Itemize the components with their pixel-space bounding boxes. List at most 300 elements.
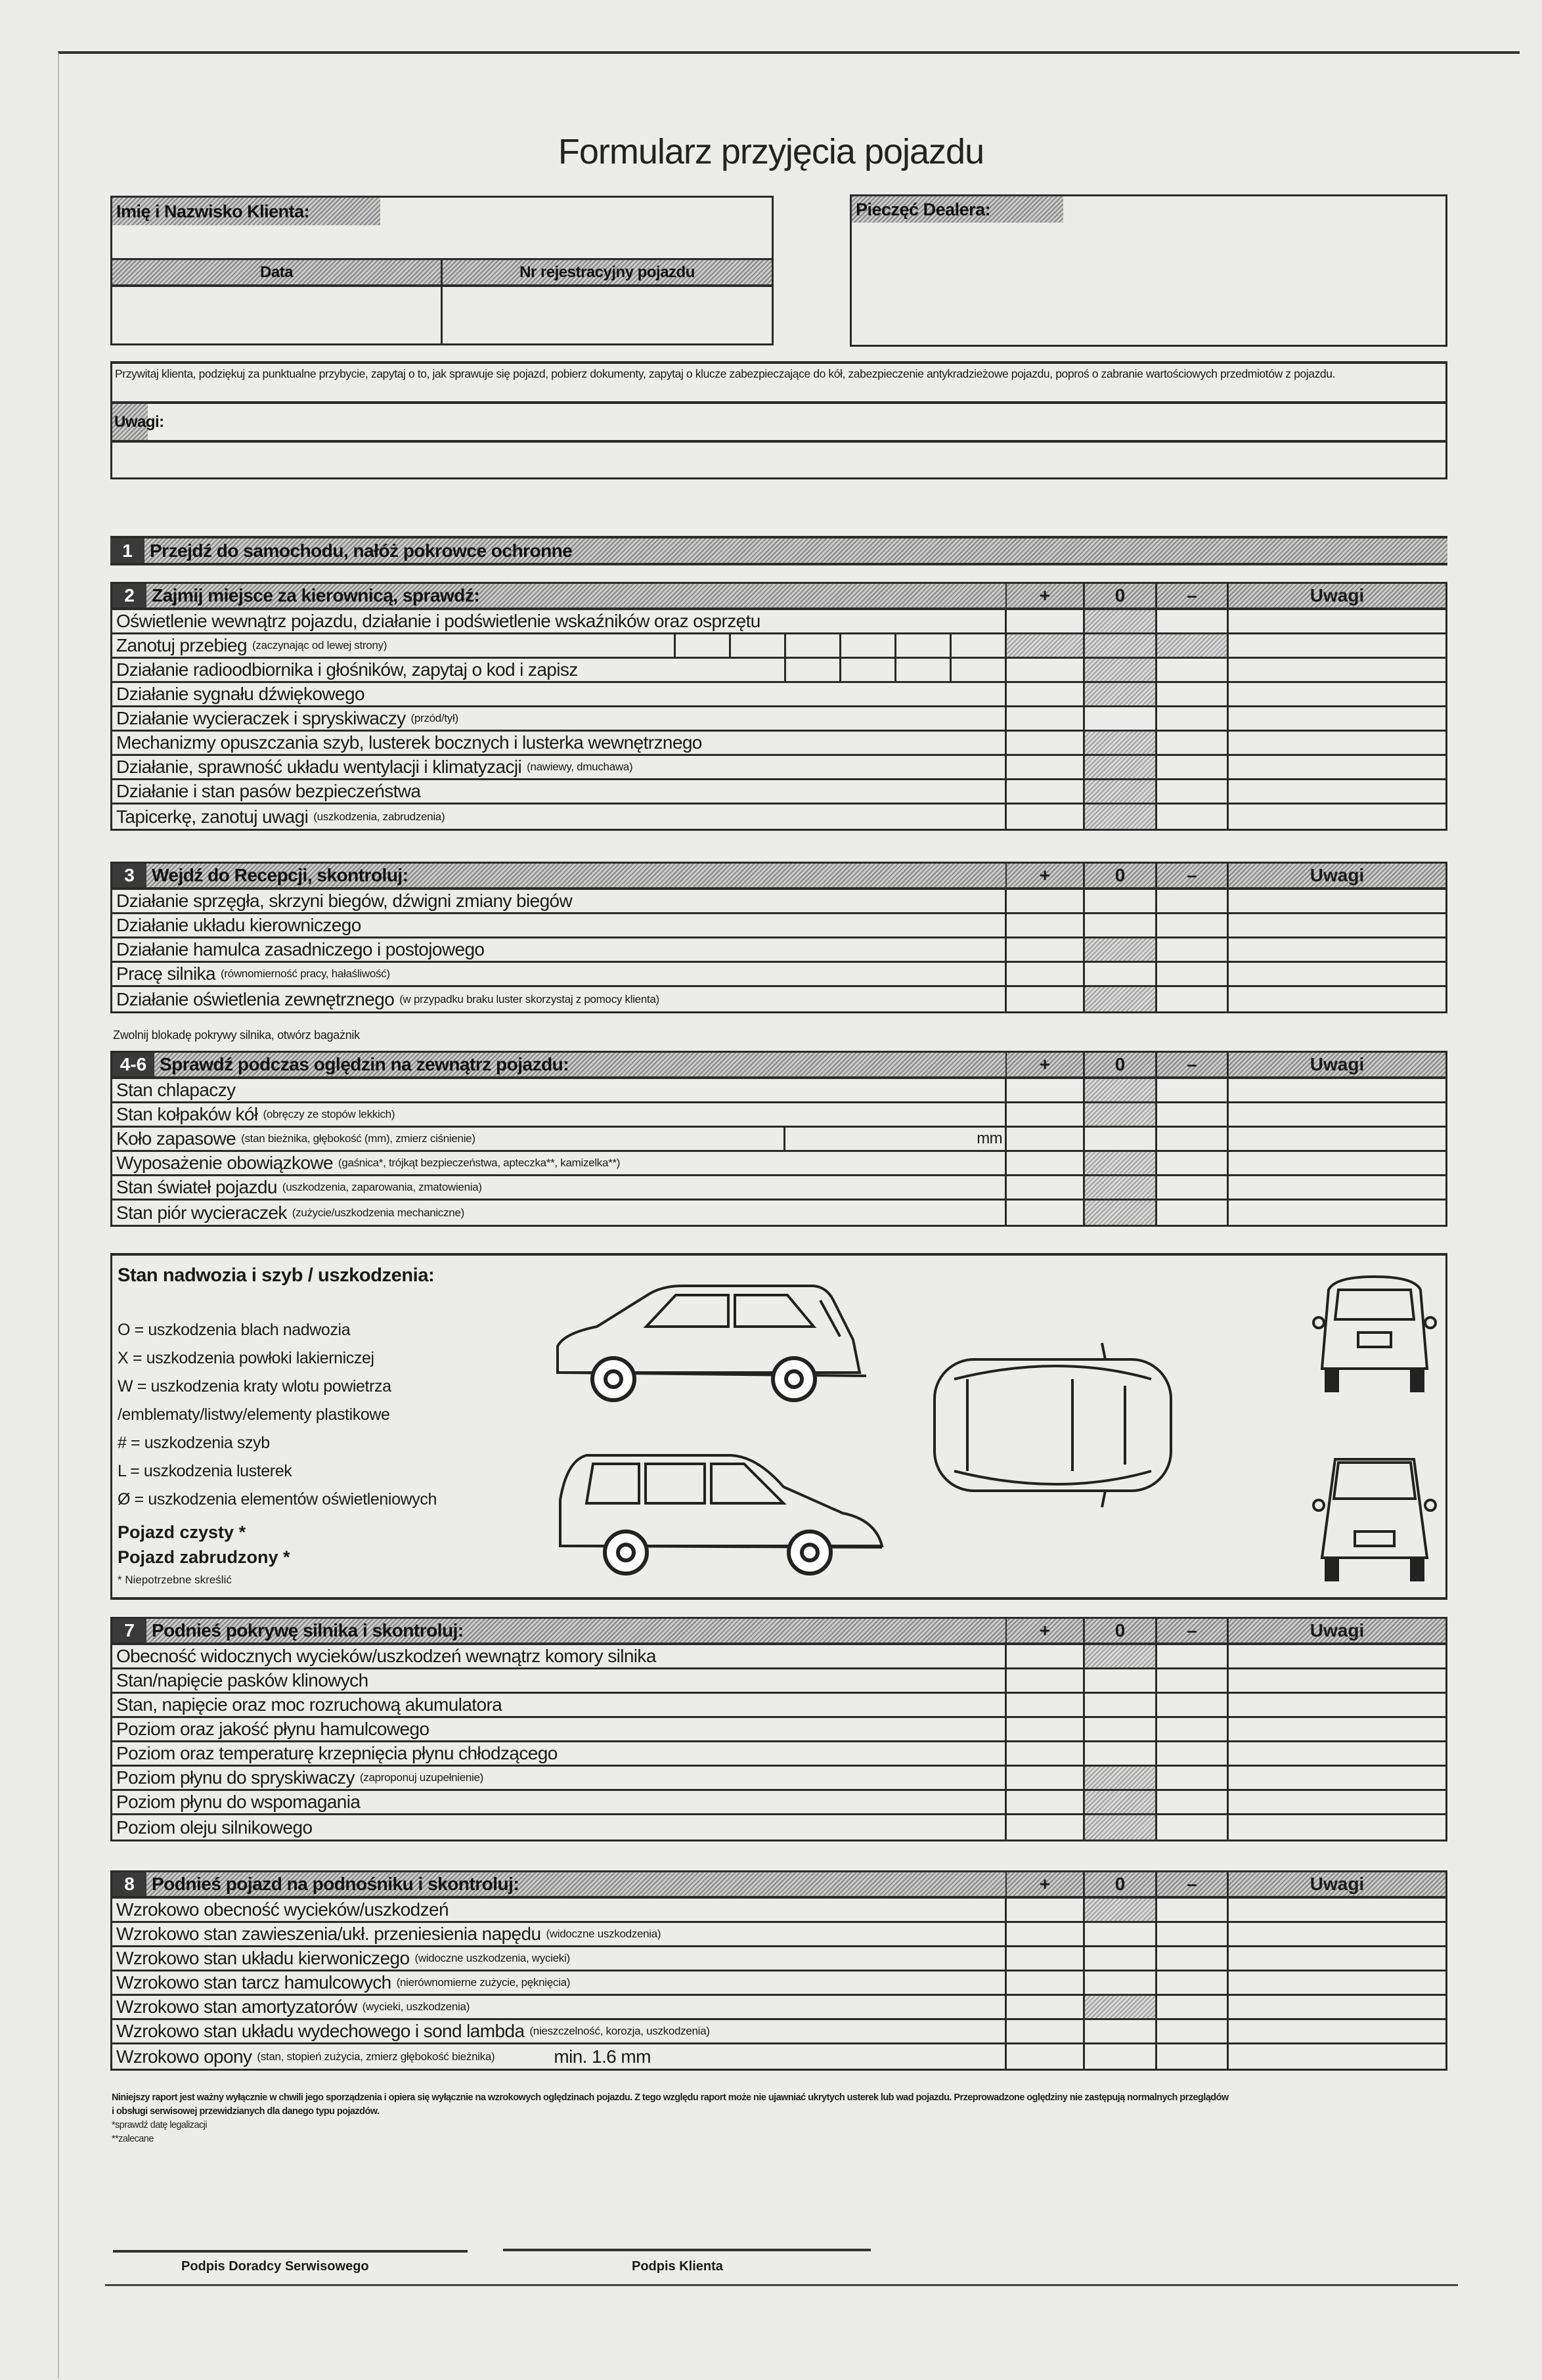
minus-cell[interactable] <box>1157 1645 1229 1667</box>
car-side-right-diagram[interactable] <box>547 1447 915 1579</box>
plus-cell[interactable] <box>1007 1694 1085 1716</box>
notes-cell[interactable] <box>1229 1742 1445 1765</box>
plus-cell[interactable] <box>1007 2020 1085 2042</box>
row-label <box>112 890 1007 912</box>
minus-cell[interactable] <box>1157 659 1229 681</box>
notes-cell[interactable] <box>1229 963 1445 985</box>
table-row <box>112 610 1445 634</box>
col-plus: + <box>1007 1053 1085 1076</box>
zero-cell[interactable] <box>1085 1718 1157 1740</box>
col-minus: – <box>1157 1619 1229 1642</box>
legend-item: Ø = uszkodzenia elementów oświetleniowych <box>118 1490 437 1509</box>
row-label-note: (nawiewy, dmuchawa) <box>527 760 633 773</box>
notes-cell[interactable] <box>1229 890 1445 912</box>
section-7-title: Podnieś pokrywę silnika i skontroluj: <box>146 1619 1007 1642</box>
notes-cell[interactable] <box>1229 1996 1445 2018</box>
row-label <box>112 1645 1007 1667</box>
section-2-number: 2 <box>112 584 146 607</box>
notes-cell[interactable] <box>1229 732 1445 754</box>
notes-cell[interactable] <box>1229 756 1445 778</box>
mileage-digit-cell[interactable] <box>729 634 784 657</box>
row-label-note: (gaśnica*, trójkąt bezpieczeństwa, apteczka**, kamizelka**) <box>338 1157 621 1169</box>
car-side-left-diagram[interactable] <box>538 1281 906 1405</box>
col-notes: Uwagi <box>1310 585 1365 606</box>
minus-cell[interactable] <box>1157 732 1229 754</box>
table-row <box>112 659 1445 683</box>
zero-cell[interactable] <box>1085 1669 1157 1692</box>
row-label-text: Wyposażenie obowiązkowe <box>116 1153 333 1173</box>
zero-cell[interactable] <box>1085 1947 1157 1970</box>
col-minus: – <box>1157 1872 1229 1896</box>
minus-cell[interactable] <box>1157 1201 1229 1225</box>
zero-cell <box>1085 1767 1157 1789</box>
plus-cell[interactable] <box>1007 987 1085 1011</box>
minus-cell[interactable] <box>1157 963 1229 985</box>
dealer-stamp-box[interactable] <box>850 194 1447 347</box>
row-label <box>112 1815 1007 1840</box>
plus-cell[interactable] <box>1007 683 1085 705</box>
section-1-number: 1 <box>110 539 144 563</box>
plus-cell[interactable] <box>1007 1201 1085 1225</box>
zero-cell[interactable] <box>1085 707 1157 730</box>
table-row <box>112 634 1445 659</box>
table-row <box>112 732 1445 756</box>
row-label-text: Stan kołpaków kół <box>116 1104 258 1124</box>
advisor-signature-line[interactable] <box>113 2250 468 2253</box>
row-label-text: Stan/napięcie pasków klinowych <box>116 1670 368 1690</box>
bodywork-section <box>110 1253 1447 1600</box>
row-label <box>112 2020 1007 2042</box>
row-label <box>112 1103 1007 1126</box>
row-label-note: (nieszczelność, korozja, uszkodzenia) <box>529 2025 710 2037</box>
minus-cell[interactable] <box>1157 2044 1229 2069</box>
minus-cell[interactable] <box>1157 1176 1229 1199</box>
col-zero: 0 <box>1085 584 1157 607</box>
plus-cell[interactable] <box>1007 1815 1085 1840</box>
row-label <box>112 707 1007 730</box>
plus-cell[interactable] <box>1007 610 1085 632</box>
section-1-title: Przejdź do samochodu, nałóż pokrowce ochronne <box>150 540 573 561</box>
minus-cell[interactable] <box>1157 2020 1229 2042</box>
row-label <box>112 1742 1007 1765</box>
zero-cell[interactable] <box>1085 1923 1157 1945</box>
table-row <box>112 1923 1445 1947</box>
bottom-rule <box>105 2284 1458 2286</box>
section-3-rows <box>112 890 1445 1011</box>
plus-cell[interactable] <box>1007 1128 1085 1150</box>
col-zero: 0 <box>1085 1619 1157 1642</box>
radio-code-cell[interactable] <box>950 659 1005 681</box>
radio-code-cells <box>784 659 1005 681</box>
row-label-text: Stan, napięcie oraz moc rozruchową akumulatora <box>116 1694 502 1715</box>
notes-cell[interactable] <box>1229 1767 1445 1789</box>
table-row <box>112 890 1445 914</box>
plus-cell[interactable] <box>1007 659 1085 681</box>
row-label-text: Oświetlenie wewnątrz pojazdu, działanie i podświetlenie wskaźników oraz osprzętu <box>116 611 760 631</box>
intro-box <box>110 361 1447 479</box>
col-plus: + <box>1007 584 1085 607</box>
minus-cell[interactable] <box>1157 1815 1229 1840</box>
table-row <box>112 2020 1445 2044</box>
notes-cell[interactable] <box>1229 1947 1445 1970</box>
plus-cell[interactable] <box>1007 1899 1085 1921</box>
minus-cell[interactable] <box>1157 1923 1229 1945</box>
minus-cell[interactable] <box>1157 707 1229 730</box>
radio-code-cell[interactable] <box>839 659 894 681</box>
row-label-text: Poziom płynu do wspomagania <box>116 1792 361 1812</box>
minus-cell[interactable] <box>1157 780 1229 803</box>
table-row <box>112 1694 1445 1718</box>
table-row <box>112 938 1445 963</box>
plus-cell[interactable] <box>1007 804 1085 829</box>
notes-cell[interactable] <box>1229 2044 1445 2069</box>
minus-cell[interactable] <box>1157 610 1229 632</box>
mileage-digit-cell[interactable] <box>950 634 1005 657</box>
section-7-number: 7 <box>112 1619 146 1642</box>
legend-item: # = uszkodzenia szyb <box>118 1434 270 1452</box>
legend-item: O = uszkodzenia blach nadwozia <box>118 1321 351 1339</box>
table-row <box>112 707 1445 732</box>
minus-cell[interactable] <box>1157 890 1229 912</box>
car-top-diagram[interactable] <box>928 1340 1191 1510</box>
minus-cell[interactable] <box>1157 1718 1229 1740</box>
minus-cell[interactable] <box>1157 1899 1229 1921</box>
row-label <box>112 1718 1007 1740</box>
notes-cell[interactable] <box>1229 1079 1445 1101</box>
zero-cell[interactable] <box>1085 1128 1157 1150</box>
minus-cell[interactable] <box>1157 1742 1229 1765</box>
notes-cell[interactable] <box>1229 914 1445 937</box>
notes-cell[interactable] <box>1229 1128 1445 1150</box>
notes-cell[interactable] <box>1229 610 1445 632</box>
intro-text: Przywitaj klienta, podziękuj za punktualne przybycie, zapytaj o to, jak sprawuje się pojazd, pobierz dokumenty, zapytaj o klucze zabezpieczające do kół, zabezpieczenie antykradzieżowe pojazdu, poproś o zabranie wartościowych przedmiotów z pojazdu. <box>115 367 1336 380</box>
minus-cell[interactable] <box>1157 804 1229 829</box>
notes-cell[interactable] <box>1229 1718 1445 1740</box>
bodywork-title: Stan nadwozia i szyb / uszkodzenia: <box>118 1265 435 1286</box>
table-row <box>112 914 1445 938</box>
plus-cell[interactable] <box>1007 1103 1085 1126</box>
notes-cell[interactable] <box>1229 1103 1445 1126</box>
legend-item: /emblematy/listwy/elementy plastikowe <box>118 1405 390 1424</box>
plus-cell[interactable] <box>1007 1742 1085 1765</box>
plus-cell[interactable] <box>1007 1152 1085 1174</box>
minus-cell[interactable] <box>1157 1972 1229 1994</box>
zero-cell <box>1085 1645 1157 1667</box>
wheel-rear <box>605 1532 647 1574</box>
car-front-diagram[interactable] <box>1309 1453 1440 1584</box>
minus-cell[interactable] <box>1157 914 1229 937</box>
row-label-text: Zanotuj przebieg <box>116 635 247 655</box>
minus-cell[interactable] <box>1157 1079 1229 1101</box>
radio-code-cell[interactable] <box>894 659 950 681</box>
zero-cell[interactable] <box>1085 963 1157 985</box>
minus-cell[interactable] <box>1157 756 1229 778</box>
remarks-line <box>112 440 1445 443</box>
table-row <box>112 1079 1445 1103</box>
row-label <box>112 1996 1007 2018</box>
notes-cell[interactable] <box>1229 1645 1445 1667</box>
notes-cell[interactable] <box>1229 780 1445 803</box>
vehicle-clean-option[interactable]: Pojazd czysty * <box>118 1522 246 1542</box>
mileage-digit-cell[interactable] <box>784 634 839 657</box>
row-label-note: (przód/tył) <box>410 712 458 724</box>
table-row <box>112 756 1445 780</box>
row-label-text: Działanie układu kierowniczego <box>116 915 361 935</box>
minus-cell[interactable] <box>1157 1767 1229 1789</box>
col-notes: Uwagi <box>1310 1054 1365 1074</box>
mileage-digit-cell[interactable] <box>674 634 729 657</box>
wheel-rear <box>773 1358 815 1400</box>
client-name-field[interactable] <box>382 198 772 258</box>
col-minus: – <box>1157 864 1229 887</box>
zero-cell <box>1085 1899 1157 1921</box>
plus-cell[interactable] <box>1007 890 1085 912</box>
row-label-text: Działanie sprzęgła, skrzyni biegów, dźwigni zmiany biegów <box>116 891 573 911</box>
vehicle-dirty-option[interactable]: Pojazd zabrudzony * <box>118 1547 290 1567</box>
row-label <box>112 1669 1007 1692</box>
row-label <box>112 804 1007 829</box>
section-3-footnote: Zwolnij blokadę pokrywy silnika, otwórz bagażnik <box>113 1028 360 1042</box>
row-label <box>112 1201 1007 1225</box>
plus-cell[interactable] <box>1007 1669 1085 1692</box>
plus-cell[interactable] <box>1007 1176 1085 1199</box>
notes-cell[interactable] <box>1229 938 1445 961</box>
row-label-text: Działanie hamulca zasadniczego i postojowego <box>116 939 485 959</box>
mileage-digit-cell[interactable] <box>839 634 894 657</box>
row-label-text: Działanie sygnału dźwiękowego <box>116 684 364 704</box>
plus-cell[interactable] <box>1007 1645 1085 1667</box>
damage-legend <box>118 1316 485 1514</box>
notes-cell[interactable] <box>1229 1972 1445 1994</box>
col-minus: – <box>1157 1053 1229 1076</box>
plus-cell[interactable] <box>1007 963 1085 985</box>
plus-cell[interactable] <box>1007 1996 1085 2018</box>
plus-cell[interactable] <box>1007 1791 1085 1813</box>
notes-cell[interactable] <box>1229 1176 1445 1199</box>
table-row <box>112 1201 1445 1225</box>
plus-cell[interactable] <box>1007 1972 1085 1994</box>
minus-cell[interactable] <box>1157 987 1229 1011</box>
row-label-text: Działanie radioodbiornika i głośników, zapytaj o kod i zapisz <box>116 659 578 680</box>
row-label <box>112 987 1007 1011</box>
row-label-text: Wzrokowo opony <box>116 2046 252 2067</box>
section-8 <box>110 1870 1447 2071</box>
tread-depth-min: min. 1.6 mm <box>554 2046 651 2067</box>
notes-cell[interactable] <box>1229 987 1445 1011</box>
row-label <box>112 1176 1007 1199</box>
row-label <box>112 963 1007 985</box>
plus-cell[interactable] <box>1007 938 1085 961</box>
disclaimer-line-1: Niniejszy raport jest ważny wyłącznie w chwili jego sporządzenia i opiera się wyłącznie na wzrokowych oględzinach pojazdu. Z tego względu raport może nie ujawniać ukrytych usterek lub wad pojazdu. Przeprowadzone oględziny nie zastępują normalnych przeglądów <box>112 2092 1229 2103</box>
notes-cell[interactable] <box>1229 1899 1445 1921</box>
plus-cell[interactable] <box>1007 756 1085 778</box>
section-7-rows <box>112 1645 1445 1840</box>
zero-cell <box>1085 1201 1157 1225</box>
minus-cell[interactable] <box>1157 683 1229 705</box>
section-4-6 <box>110 1051 1447 1227</box>
car-rear-diagram[interactable] <box>1309 1270 1440 1395</box>
row-label <box>112 1899 1007 1921</box>
minus-cell <box>1157 634 1229 657</box>
notes-cell[interactable] <box>1229 1694 1445 1716</box>
section-4-6-header <box>112 1053 1445 1079</box>
row-label <box>112 1694 1007 1716</box>
plus-cell[interactable] <box>1007 732 1085 754</box>
col-plus: + <box>1007 1872 1085 1896</box>
table-row <box>112 1669 1445 1694</box>
section-2 <box>110 582 1447 831</box>
row-label-text: Tapicerkę, zanotuj uwagi <box>116 806 309 827</box>
row-label-note: (zaczynając od lewej strony) <box>252 639 387 651</box>
notes-cell[interactable] <box>1229 2020 1445 2042</box>
section-2-title: Zajmij miejsce za kierownicą, sprawdź: <box>146 584 1007 607</box>
unit-mm: mm <box>977 1130 1002 1147</box>
row-label-text: Pracę silnika <box>116 963 215 984</box>
section-3-title: Wejdź do Recepcji, skontroluj: <box>146 864 1007 887</box>
plus-cell[interactable] <box>1007 1718 1085 1740</box>
table-row <box>112 1742 1445 1767</box>
client-name-label: Imię i Nazwisko Klienta: <box>112 198 380 225</box>
zero-cell[interactable] <box>1085 1694 1157 1716</box>
row-label <box>112 1767 1007 1789</box>
table-row <box>112 1996 1445 2020</box>
plus-cell[interactable] <box>1007 1079 1085 1101</box>
row-label <box>112 610 1007 632</box>
wheel-front <box>789 1532 831 1574</box>
table-row <box>112 1815 1445 1840</box>
minus-cell[interactable] <box>1157 1791 1229 1813</box>
client-signature-line[interactable] <box>503 2249 871 2251</box>
table-row <box>112 1176 1445 1201</box>
row-label-note: (widoczne uszkodzenia) <box>546 1928 661 1940</box>
row-label <box>112 732 1007 754</box>
notes-cell[interactable] <box>1229 1923 1445 1945</box>
table-row <box>112 683 1445 707</box>
notes-cell[interactable] <box>1229 659 1445 681</box>
row-label <box>112 659 1007 681</box>
notes-cell[interactable] <box>1229 634 1445 657</box>
section-1 <box>110 536 1447 565</box>
section-3-number: 3 <box>112 864 146 887</box>
notes-cell[interactable] <box>1229 1152 1445 1174</box>
notes-cell[interactable] <box>1229 1201 1445 1225</box>
client-info-box <box>110 196 774 345</box>
plus-cell[interactable] <box>1007 2044 1085 2069</box>
disclaimer-note-1: *sprawdź datę legalizacji <box>112 2120 208 2130</box>
section-8-rows <box>112 1899 1445 2069</box>
row-label-text: Poziom oraz temperaturę krzepnięcia płynu chłodzącego <box>116 1743 558 1763</box>
row-label-text: Działanie wycieraczek i spryskiwaczy <box>116 708 406 728</box>
zero-cell[interactable] <box>1085 1742 1157 1765</box>
zero-cell[interactable] <box>1085 2044 1157 2069</box>
spare-tire-depth-field[interactable] <box>783 1128 1005 1150</box>
row-label <box>112 780 1007 803</box>
zero-cell <box>1085 1176 1157 1199</box>
notes-cell[interactable] <box>1229 1815 1445 1840</box>
row-label <box>112 1152 1007 1174</box>
section-8-title: Podnieś pojazd na podnośniku i skontroluj: <box>146 1872 1007 1896</box>
notes-cell[interactable] <box>1229 804 1445 829</box>
col-zero: 0 <box>1085 1872 1157 1896</box>
row-label-text: Poziom płynu do spryskiwaczy <box>116 1767 355 1788</box>
table-row <box>112 1103 1445 1128</box>
dealer-stamp-label: Pieczęć Dealera: <box>852 196 1063 223</box>
minus-cell[interactable] <box>1157 1152 1229 1174</box>
row-label-text: Działanie, sprawność układu wentylacji i klimatyzacji <box>116 757 522 777</box>
radio-code-cell[interactable] <box>784 659 839 681</box>
zero-cell[interactable] <box>1085 1972 1157 1994</box>
date-field[interactable] <box>112 287 441 343</box>
mileage-digit-cell[interactable] <box>894 634 950 657</box>
row-label-text: Poziom oraz jakość płynu hamulcowego <box>116 1719 430 1739</box>
row-label-text: Stan świateł pojazdu <box>116 1177 277 1197</box>
zero-cell <box>1085 756 1157 778</box>
zero-cell <box>1085 938 1157 961</box>
zero-cell <box>1085 1152 1157 1174</box>
plus-cell[interactable] <box>1007 914 1085 937</box>
registration-field[interactable] <box>443 287 772 343</box>
section-8-number: 8 <box>112 1872 146 1896</box>
section-3 <box>110 862 1447 1013</box>
minus-cell[interactable] <box>1157 1694 1229 1716</box>
minus-cell[interactable] <box>1157 938 1229 961</box>
zero-cell <box>1085 780 1157 803</box>
advisor-signature-label: Podpis Doradcy Serwisowego <box>181 2259 369 2274</box>
client-signature-label: Podpis Klienta <box>632 2259 723 2274</box>
row-label <box>112 756 1007 778</box>
minus-cell[interactable] <box>1157 1103 1229 1126</box>
notes-cell[interactable] <box>1229 707 1445 730</box>
table-row <box>112 1767 1445 1791</box>
table-row <box>112 804 1445 829</box>
table-row <box>112 1791 1445 1815</box>
plus-cell[interactable] <box>1007 1923 1085 1945</box>
col-plus: + <box>1007 864 1085 887</box>
section-1-header <box>110 539 1447 563</box>
zero-cell[interactable] <box>1085 890 1157 912</box>
notes-cell[interactable] <box>1229 1791 1445 1813</box>
row-label <box>112 1923 1007 1945</box>
plus-cell[interactable] <box>1007 1947 1085 1970</box>
row-label-note: (w przypadku braku luster skorzystaj z pomocy klienta) <box>399 992 659 1005</box>
notes-cell[interactable] <box>1229 1669 1445 1692</box>
date-registration-header <box>112 258 772 287</box>
zero-cell <box>1085 1103 1157 1126</box>
notes-cell[interactable] <box>1229 683 1445 705</box>
plus-cell[interactable] <box>1007 1767 1085 1789</box>
col-notes: Uwagi <box>1310 1874 1365 1894</box>
minus-cell[interactable] <box>1157 1947 1229 1970</box>
minus-cell[interactable] <box>1157 1128 1229 1150</box>
zero-cell[interactable] <box>1085 2020 1157 2042</box>
row-label-text: Działanie oświetlenia zewnętrznego <box>116 988 395 1009</box>
zero-cell[interactable] <box>1085 914 1157 937</box>
plus-cell[interactable] <box>1007 707 1085 730</box>
row-label-text: Wzrokowo obecność wycieków/uszkodzeń <box>116 1899 449 1920</box>
col-minus: – <box>1157 584 1229 607</box>
row-label-text: Stan chlapaczy <box>116 1080 236 1100</box>
row-label-text: Mechanizmy opuszczania szyb, lusterek bocznych i lusterka wewnętrznego <box>116 732 702 753</box>
plus-cell[interactable] <box>1007 780 1085 803</box>
minus-cell[interactable] <box>1157 1669 1229 1692</box>
row-label-text: Stan piór wycieraczek <box>116 1202 287 1223</box>
table-row <box>112 1899 1445 1923</box>
row-label-text: Wzrokowo stan układu wydechowego i sond lambda <box>116 2021 525 2041</box>
section-7 <box>110 1617 1447 1841</box>
row-label <box>112 634 1007 657</box>
row-label-text: Wzrokowo stan zawieszenia/ukł. przeniesienia napędu <box>116 1924 541 1944</box>
minus-cell[interactable] <box>1157 1996 1229 2018</box>
